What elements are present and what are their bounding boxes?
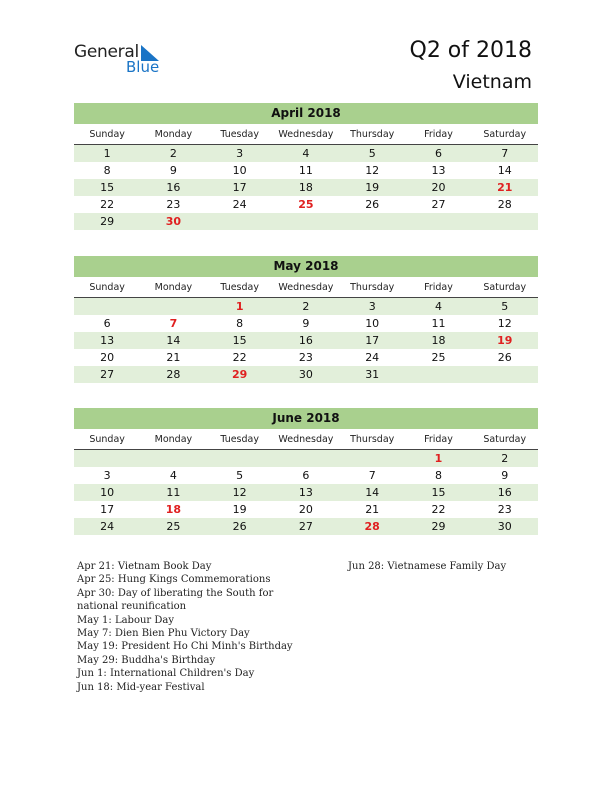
day-cell: 8 [103, 164, 111, 177]
day-cell: 15 [431, 486, 446, 499]
week-row [74, 484, 538, 501]
day-cell: 10 [365, 317, 380, 330]
day-cell: 30 [497, 520, 512, 533]
day-cell: 7 [501, 147, 509, 160]
day-cell: 13 [100, 334, 115, 347]
holiday-list-right [348, 560, 548, 573]
holiday-list-item: May 29: Buddha's Birthday [77, 654, 216, 666]
week-row [74, 162, 538, 179]
weekday-label: Tuesday [220, 282, 259, 293]
week-row [74, 518, 538, 535]
day-cell: 28 [166, 368, 181, 381]
holiday-list-item: Jun 1: International Children's Day [77, 668, 255, 680]
weekday-label: Monday [154, 434, 193, 445]
week-row [74, 501, 538, 518]
weekday-label: Sunday [89, 282, 125, 293]
day-cell [472, 213, 538, 230]
day-cell: 23 [166, 198, 181, 211]
day-cell: 29 [431, 520, 446, 533]
day-cell [273, 450, 339, 467]
day-cell: 8 [434, 469, 442, 482]
day-cell: 8 [236, 317, 244, 330]
weekday-header-row [74, 127, 538, 145]
weekday-header-row [74, 432, 538, 450]
day-cell: 14 [166, 334, 181, 347]
holiday-list-item: Apr 21: Vietnam Book Day [77, 561, 212, 572]
day-cell: 27 [431, 198, 446, 211]
month-calendar-may [74, 256, 538, 383]
week-row [74, 332, 538, 349]
day-cell: 12 [497, 317, 512, 330]
week-row [74, 196, 538, 213]
day-cell: 4 [434, 300, 442, 313]
day-cell: 27 [100, 368, 115, 381]
day-cell [472, 366, 538, 383]
day-cell: 5 [236, 469, 244, 482]
day-cell: 11 [431, 317, 446, 330]
weekday-label: Tuesday [220, 434, 259, 445]
day-cell: 9 [302, 317, 310, 330]
day-cell: 22 [431, 503, 446, 516]
week-row [74, 213, 538, 230]
holiday-list-item: Jun 28: Vietnamese Family Day [348, 561, 507, 572]
day-cell: 16 [497, 486, 512, 499]
day-cell [339, 213, 405, 230]
weekday-label: Saturday [483, 434, 527, 445]
holiday-list-item: Apr 25: Hung Kings Commemorations [77, 574, 271, 586]
week-row [74, 366, 538, 383]
weekday-label: Thursday [350, 129, 395, 140]
day-cell: 22 [232, 351, 247, 364]
weekday-label: Friday [424, 129, 453, 140]
day-cell: 29 [100, 215, 115, 228]
day-cell [140, 298, 206, 315]
month-title: June 2018 [74, 408, 538, 429]
day-cell: 31 [365, 368, 380, 381]
generalblue-logo [74, 42, 174, 78]
weekday-label: Thursday [350, 434, 395, 445]
holiday-day-cell: 18 [165, 503, 182, 516]
day-cell: 2 [169, 147, 177, 160]
day-cell: 4 [302, 147, 310, 160]
day-cell: 13 [431, 164, 446, 177]
day-cell: 23 [298, 351, 313, 364]
day-cell: 1 [103, 147, 111, 160]
day-cell: 26 [365, 198, 380, 211]
day-cell [207, 213, 273, 230]
day-cell: 3 [236, 147, 244, 160]
week-row [74, 450, 538, 467]
week-row [74, 315, 538, 332]
day-cell: 28 [497, 198, 512, 211]
day-cell: 26 [232, 520, 247, 533]
day-cell: 7 [368, 469, 376, 482]
holiday-day-cell: 30 [165, 215, 182, 228]
weekday-label: Friday [424, 434, 453, 445]
day-cell: 9 [169, 164, 177, 177]
weekday-label: Thursday [350, 282, 395, 293]
day-cell [74, 298, 140, 315]
day-cell: 9 [501, 469, 509, 482]
day-cell: 24 [365, 351, 380, 364]
day-cell: 12 [365, 164, 380, 177]
day-cell: 21 [166, 351, 181, 364]
week-row [74, 298, 538, 315]
holiday-day-cell: 21 [497, 181, 513, 194]
holiday-day-cell: 29 [232, 368, 248, 381]
day-cell: 24 [100, 520, 115, 533]
day-cell: 11 [166, 486, 181, 499]
weekday-label: Tuesday [220, 129, 259, 140]
country-name: Vietnam [452, 71, 532, 93]
week-row [74, 467, 538, 484]
holiday-day-cell: 19 [497, 334, 513, 347]
day-cell: 5 [368, 147, 376, 160]
holiday-day-cell: 25 [298, 198, 314, 211]
day-cell: 20 [298, 503, 313, 516]
page-title: Q2 of 2018 [409, 38, 532, 63]
day-cell: 3 [368, 300, 376, 313]
day-cell: 19 [232, 503, 247, 516]
weekday-label: Sunday [89, 129, 125, 140]
holiday-day-cell: 7 [169, 317, 178, 330]
day-cell: 25 [166, 520, 181, 533]
month-calendar-april [74, 103, 538, 230]
day-cell: 6 [434, 147, 442, 160]
day-cell: 10 [100, 486, 115, 499]
day-cell: 14 [365, 486, 380, 499]
day-cell: 11 [298, 164, 313, 177]
day-cell: 16 [298, 334, 313, 347]
holiday-day-cell: 28 [364, 520, 380, 533]
week-row [74, 145, 538, 162]
holiday-day-cell: 1 [235, 300, 244, 313]
holiday-list-item: May 7: Dien Bien Phu Victory Day [77, 628, 250, 640]
day-cell [339, 450, 405, 467]
logo-text-blue: Blue [126, 58, 160, 76]
day-cell: 30 [298, 368, 313, 381]
day-cell [74, 450, 140, 467]
month-title: April 2018 [74, 103, 538, 124]
week-row [74, 179, 538, 196]
day-cell: 19 [365, 181, 380, 194]
day-cell: 18 [431, 334, 446, 347]
holiday-list-item: May 19: President Ho Chi Minh's Birthday [77, 641, 293, 653]
day-cell [273, 213, 339, 230]
holiday-list-item: Apr 30: Day of liberating the South for national reunification [77, 587, 274, 613]
day-cell: 6 [103, 317, 111, 330]
weekday-label: Saturday [483, 282, 527, 293]
holiday-list-left [77, 560, 317, 694]
weekday-label: Wednesday [278, 282, 334, 293]
day-cell: 6 [302, 469, 310, 482]
day-cell: 10 [232, 164, 247, 177]
day-cell: 4 [169, 469, 177, 482]
weekday-label: Wednesday [278, 434, 334, 445]
holiday-list-item: May 1: Labour Day [77, 614, 174, 626]
week-row [74, 349, 538, 366]
day-cell [405, 213, 471, 230]
day-cell: 17 [100, 503, 115, 516]
day-cell: 20 [100, 351, 115, 364]
day-cell: 24 [232, 198, 247, 211]
holiday-day-cell: 1 [434, 452, 443, 465]
holiday-list-item: Jun 18: Mid-year Festival [77, 681, 205, 693]
weekday-label: Sunday [89, 434, 125, 445]
weekday-label: Saturday [483, 129, 527, 140]
day-cell: 2 [501, 452, 509, 465]
day-cell: 16 [166, 181, 181, 194]
logo-text-general: General [74, 42, 139, 62]
day-cell: 14 [497, 164, 512, 177]
day-cell: 18 [298, 181, 313, 194]
month-calendar-june [74, 408, 538, 535]
day-cell [140, 450, 206, 467]
day-cell: 21 [365, 503, 380, 516]
weekday-label: Friday [424, 282, 453, 293]
day-cell: 17 [365, 334, 380, 347]
day-cell: 3 [103, 469, 111, 482]
weekday-label: Monday [154, 282, 193, 293]
day-cell: 26 [497, 351, 512, 364]
weekday-header-row [74, 280, 538, 298]
weekday-label: Wednesday [278, 129, 334, 140]
day-cell: 25 [431, 351, 446, 364]
day-cell: 15 [232, 334, 247, 347]
day-cell: 23 [497, 503, 512, 516]
day-cell [405, 366, 471, 383]
day-cell: 15 [100, 181, 115, 194]
month-title: May 2018 [74, 256, 538, 277]
day-cell: 22 [100, 198, 115, 211]
day-cell: 20 [431, 181, 446, 194]
day-cell: 27 [298, 520, 313, 533]
day-cell: 2 [302, 300, 310, 313]
day-cell [207, 450, 273, 467]
day-cell: 5 [501, 300, 509, 313]
day-cell: 13 [298, 486, 313, 499]
weekday-label: Monday [154, 129, 193, 140]
day-cell: 17 [232, 181, 247, 194]
day-cell: 12 [232, 486, 247, 499]
